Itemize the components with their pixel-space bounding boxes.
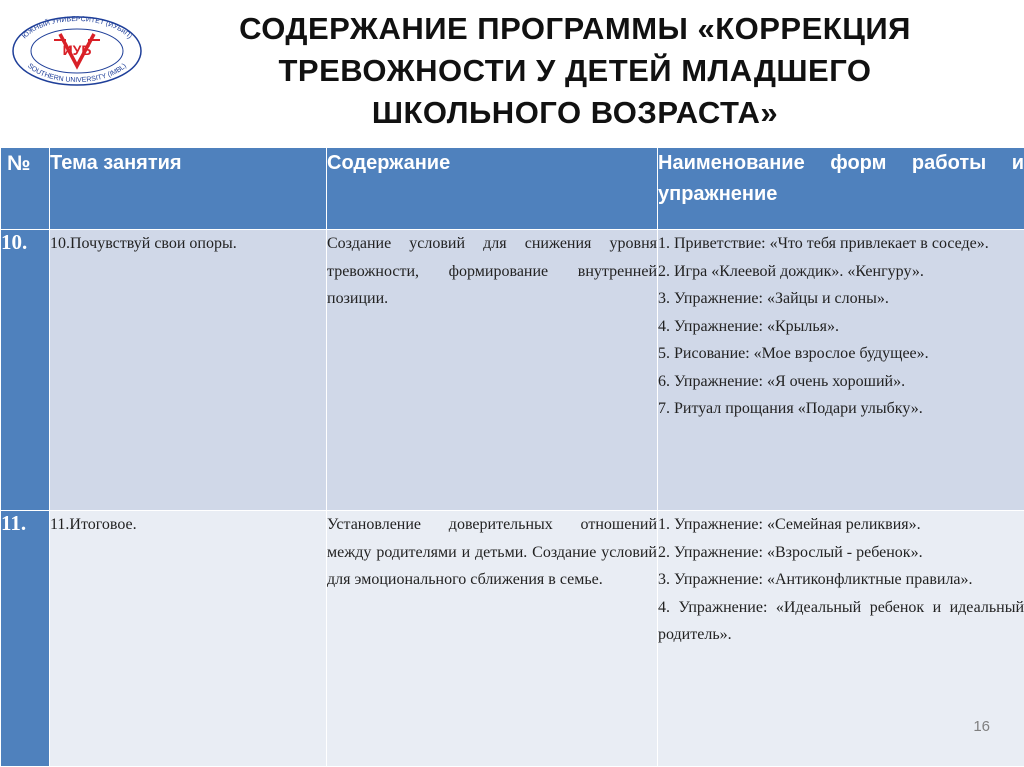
exercise-item: 6. Упражнение: «Я очень хороший». <box>658 372 906 390</box>
svg-text:ЮЖНЫЙ УНИВЕРСИТЕТ (ИУБиП) <box>21 16 133 40</box>
page-title: СОДЕРЖАНИЕ ПРОГРАММЫ «КОРРЕКЦИЯ ТРЕВОЖНОСТИ У ДЕТЕЙ МЛАДШЕГО ШКОЛЬНОГО ВОЗРАСТА» <box>239 11 911 130</box>
exercise-item: 4. Упражнение: «Идеальный ребенок и идеальный родитель». <box>658 598 1024 643</box>
exercise-item: 1. Упражнение: «Семейная реликвия». <box>658 516 921 533</box>
svg-text:ИУБ: ИУБ <box>62 42 92 58</box>
exercise-item: 3. Упражнение: «Антиконфликтные правила». <box>658 571 973 588</box>
exercise-item: 1. Приветствие: «Что тебя привлекает в соседе». <box>658 235 989 252</box>
row-exercises <box>658 230 1024 511</box>
exercise-item: 3. Упражнение: «Зайцы и слоны». <box>658 290 889 307</box>
logo-text-top: ЮЖНЫЙ УНИВЕРСИТЕТ (ИУБиП) <box>21 15 133 41</box>
row-number: 10. <box>1 230 50 511</box>
row-exercises <box>658 511 1024 767</box>
header-topic: Тема занятия <box>50 148 327 230</box>
row-topic: 11.Итоговое. <box>50 511 327 767</box>
exercise-item: 2. Упражнение: «Взрослый - ребенок». <box>658 543 923 561</box>
row-content: Создание условий для снижения уровня тревожности, формирование внутренней позиции. <box>327 230 658 511</box>
row-number: 11. <box>1 511 50 767</box>
exercise-item: 7. Ритуал прощания «Подари улыбку». <box>658 400 923 417</box>
exercise-item: 4. Упражнение: «Крылья». <box>658 317 840 335</box>
exercise-item: 2. Игра «Клеевой дождик». «Кенгуру». <box>658 262 924 280</box>
program-table <box>0 147 1024 767</box>
table-row <box>1 511 1024 767</box>
university-logo <box>10 14 144 88</box>
table-header-row <box>1 148 1024 230</box>
exercise-item: 5. Рисование: «Мое взрослое будущее». <box>658 345 929 362</box>
page-number: 16 <box>973 718 990 735</box>
row-topic: 10.Почувствуй свои опоры. <box>50 230 327 511</box>
header-content: Содержание <box>327 148 658 230</box>
slide-header <box>0 0 1024 148</box>
logo-text-bottom: SOUTHERN UNIVERSITY (IMBL) <box>26 62 128 85</box>
header-forms: Наименование форм работы и упражнение <box>658 148 1024 230</box>
header-number: № <box>1 148 50 230</box>
table-row <box>1 230 1024 511</box>
row-content: Установление доверительных отношений между родителями и детьми. Создание условий для эмоционального сближения в семье. <box>327 511 658 767</box>
